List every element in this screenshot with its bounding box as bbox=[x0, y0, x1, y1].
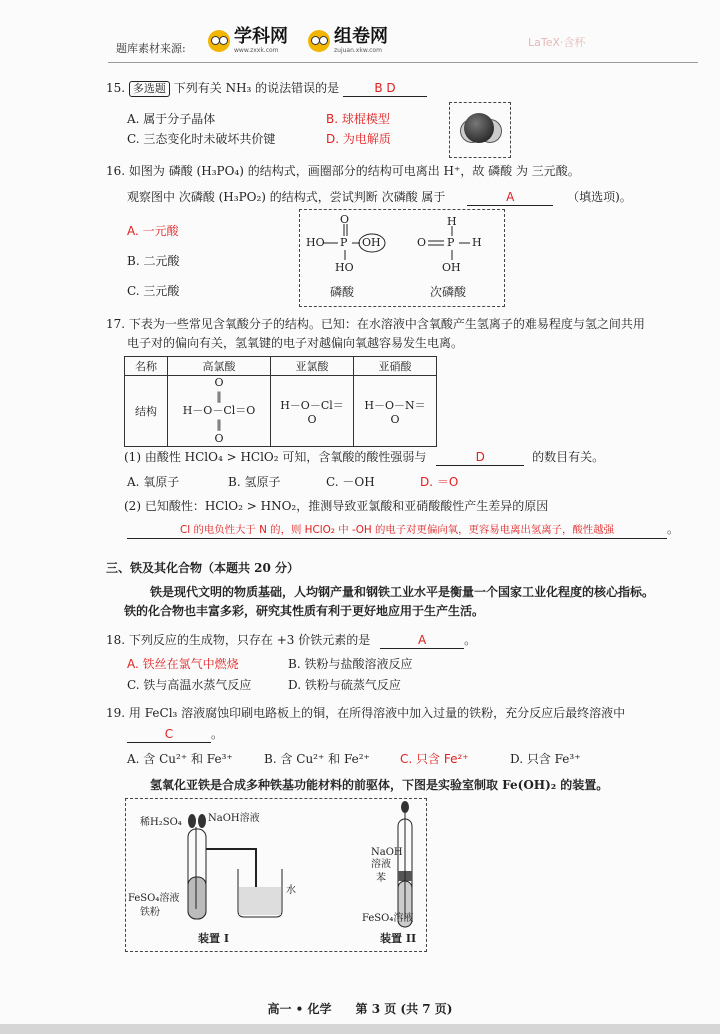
caption-hypophosphorous: 次磷酸 bbox=[430, 285, 467, 299]
q17-line2: 电子对的偏向有关，氢氧键的电子对越偏向氧越容易发生电离。 bbox=[127, 336, 464, 350]
q15-option-c: C. 三态变化时未破坏共价键 bbox=[127, 132, 276, 146]
q15-option-a: A. 属于分子晶体 bbox=[127, 112, 216, 126]
page-footer: 高一 • 化学 第 3 页 (共 7 页) bbox=[267, 1002, 453, 1016]
page-header bbox=[108, 24, 698, 60]
q19-option-c: C. 只含 Fe²⁺ bbox=[400, 752, 469, 766]
q19-stem: 19. 用 FeCl₃ 溶液腐蚀印刷电路板上的铜，在所得溶液中加入过量的铁粉，充分反应后最终溶液中 bbox=[106, 706, 626, 720]
acid-structure-table: 名称 高氯酸 亚氯酸 亚硝酸 结构 O ‖ H－O－Cl＝O ‖ O H－O－Cl＝O H－O－N＝O bbox=[124, 356, 437, 447]
q17-option-b: B. 氢原子 bbox=[228, 475, 281, 489]
section3-intro-line2: 铁的化合物也丰富多彩，研究其性质有利于更好地应用于生产生活。 bbox=[124, 604, 485, 618]
feoh2-intro: 氢氧化亚铁是合成多种铁基功能材料的前驱体，下图是实验室制取 Fe(OH)₂ 的装置。 bbox=[150, 778, 609, 792]
owl-logo-icon bbox=[208, 30, 230, 52]
q19-answer: C bbox=[127, 726, 211, 743]
q17-option-d: D. ＝O bbox=[420, 475, 459, 489]
q17-part2: (2) 已知酸性：HClO₂ > HNO₂，推测导致亚氯酸和亚硝酸酸性产生差异的原因 bbox=[124, 499, 549, 513]
q16-option-a: A. 一元酸 bbox=[127, 224, 179, 238]
q17-part2-answer: Cl 的电负性大于 N 的，则 HClO₂ 中 -OH 的电子对更偏向氧，更容易电离出氢离子，酸性越强 bbox=[127, 522, 667, 539]
logo-xuekewang: 学科网 www.zxxk.com bbox=[208, 28, 288, 54]
caption-phosphoric: 磷酸 bbox=[330, 285, 355, 299]
logo-zujuanwang: 组卷网 zujuan.xkw.com bbox=[308, 28, 388, 54]
q15-option-d: D. 为电解质 bbox=[326, 132, 391, 146]
section3-intro-line1: 铁是现代文明的物质基础，人均钢产量和钢铁工业水平是衡量一个国家工业化程度的核心指标。 bbox=[150, 585, 655, 599]
q17-option-c: C. －OH bbox=[326, 475, 375, 489]
q18-option-d: D. 铁粉与硫蒸气反应 bbox=[288, 678, 401, 692]
q17-part2-answer-line: Cl 的电负性大于 N 的，则 HClO₂ 中 -OH 的电子对更偏向氧，更容易电离出氢离子，酸性越强 。 bbox=[127, 521, 679, 539]
source-label: 题库素材来源: bbox=[116, 42, 186, 55]
q17-part1: (1) 由酸性 HClO₄ > HClO₂ 可知，含氧酸的酸性强弱与 D 的数目有关。 bbox=[124, 450, 605, 464]
bottom-edge bbox=[0, 1024, 720, 1034]
q18-answer: A bbox=[380, 632, 464, 649]
section3-title: 三、铁及其化合物（本题共 20 分） bbox=[106, 561, 300, 575]
owl-logo-icon bbox=[308, 30, 330, 52]
q19-option-a: A. 含 Cu²⁺ 和 Fe³⁺ bbox=[127, 752, 233, 766]
q18-option-c: C. 铁与高温水蒸气反应 bbox=[127, 678, 252, 692]
header-watermark: LaTeX·含杯 bbox=[528, 36, 586, 49]
q18-stem: 18. 下列反应的生成物，只存在 +3 价铁元素的是 A 。 bbox=[106, 633, 477, 647]
header-divider bbox=[108, 62, 698, 63]
q15-option-b: B. 球棍模型 bbox=[326, 112, 390, 126]
q16-line2: 观察图中 次磷酸 (H₃PO₂) 的结构式，尝试判断 次磷酸 属于 A （填选项)。 bbox=[127, 190, 632, 204]
q19-option-b: B. 含 Cu²⁺ 和 Fe²⁺ bbox=[264, 752, 370, 766]
q19-option-d: D. 只含 Fe³⁺ bbox=[510, 752, 581, 766]
apparatus-2-caption: 装置 II bbox=[380, 932, 417, 945]
q17-option-a: A. 氧原子 bbox=[127, 475, 180, 489]
ball-stick-model-figure bbox=[449, 102, 511, 158]
apparatus-1-caption: 装置 I bbox=[198, 932, 229, 945]
q17-line1: 17. 下表为一些常见含氧酸分子的结构。已知：在水溶液中含氧酸产生氢离子的难易程度与氢之间共用 bbox=[106, 317, 645, 331]
q16-option-b: B. 二元酸 bbox=[127, 254, 180, 268]
q16-answer: A bbox=[467, 189, 553, 206]
q16-option-c: C. 三元酸 bbox=[127, 284, 180, 298]
apparatus-figure: 稀H₂SO₄ NaOH溶液 水 FeSO₄溶液 铁粉 装置 I NaOH 溶液 苯 FeSO₄溶液 装置 II bbox=[125, 798, 427, 952]
phosphoric-acid-structures: O HO P OH HO H O P H OH 磷酸 次磷酸 bbox=[299, 209, 505, 307]
q15-stem: 15. 多选题 下列有关 NH₃ 的说法错误的是 B D bbox=[106, 80, 427, 97]
q18-option-b: B. 铁粉与盐酸溶液反应 bbox=[288, 657, 413, 671]
q16-line1: 16. 如图为 磷酸 (H₃PO₄) 的结构式，画圈部分的结构可电离出 H⁺，故 磷酸 为 三元酸。 bbox=[106, 164, 580, 178]
q19-answer-line: C 。 bbox=[127, 726, 223, 743]
q17-part1-answer: D bbox=[436, 449, 524, 466]
q18-option-a: A. 铁丝在氯气中燃烧 bbox=[127, 657, 239, 671]
multi-choice-tag: 多选题 bbox=[129, 81, 170, 97]
q15-answer: B D bbox=[343, 80, 427, 97]
